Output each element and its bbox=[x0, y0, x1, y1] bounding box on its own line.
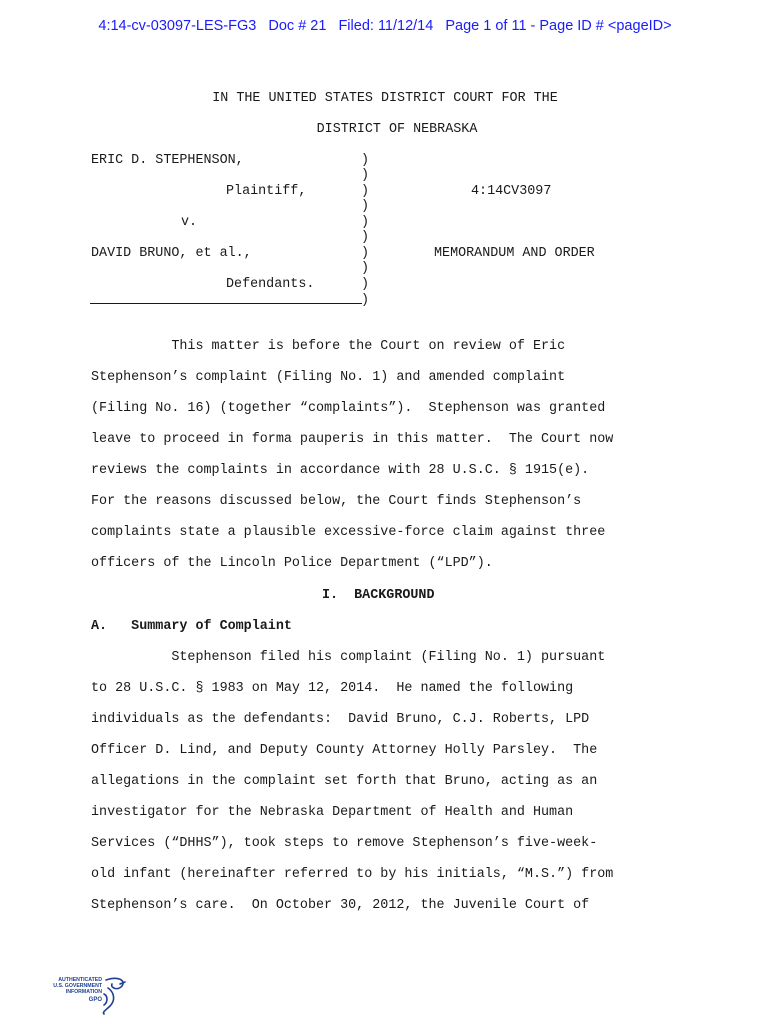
filed-date: Filed: 11/12/14 bbox=[338, 18, 434, 34]
text-line: Stephenson’s complaint (Filing No. 1) and amended complaint bbox=[91, 370, 566, 385]
text-line: individuals as the defendants: David Bruno, C.J. Roberts, LPD bbox=[91, 712, 590, 727]
paren: ) bbox=[361, 153, 370, 168]
text-line: This matter is before the Court on review of Eric bbox=[91, 339, 566, 354]
summary-paragraph bbox=[91, 650, 691, 929]
paren: ) bbox=[361, 261, 370, 276]
filing-header bbox=[0, 18, 770, 34]
court-district: DISTRICT OF NEBRASKA bbox=[316, 122, 478, 137]
text-line: (Filing No. 16) (together “complaints”). Stephenson was granted bbox=[91, 401, 606, 416]
case-number: 4:14CV3097 bbox=[471, 184, 552, 199]
paren: ) bbox=[361, 215, 370, 230]
text-line: allegations in the complaint set forth that Bruno, acting as an bbox=[91, 774, 598, 789]
text-line: investigator for the Nebraska Department of Health and Human bbox=[91, 805, 574, 820]
plaintiff-role: Plaintiff, bbox=[226, 184, 307, 199]
paren: ) bbox=[361, 293, 370, 308]
seal-text: AUTHENTICATED bbox=[58, 977, 102, 983]
paren: ) bbox=[361, 277, 370, 292]
text-line: Services (“DHHS”), took steps to remove Stephenson’s five-week- bbox=[91, 836, 598, 851]
text-line: leave to proceed in forma pauperis in this matter. The Court now bbox=[91, 432, 614, 447]
seal-gpo: GPO bbox=[88, 997, 102, 1003]
text-line: Stephenson filed his complaint (Filing No. 1) pursuant bbox=[91, 650, 606, 665]
section-heading: I. BACKGROUND bbox=[322, 588, 435, 603]
defendant-name: DAVID BRUNO, et al., bbox=[91, 246, 252, 261]
text-line: Stephenson’s care. On October 30, 2012, the Juvenile Court of bbox=[91, 898, 590, 913]
seal-text: U.S. GOVERNMENT bbox=[53, 983, 102, 989]
subsection-heading: A. Summary of Complaint bbox=[91, 619, 292, 634]
caption-rule bbox=[90, 303, 362, 304]
text-line: officers of the Lincoln Police Department (“LPD”). bbox=[91, 556, 493, 571]
text-line: Officer D. Lind, and Deputy County Attorney Holly Parsley. The bbox=[91, 743, 598, 758]
paren: ) bbox=[361, 246, 370, 261]
plaintiff-name: ERIC D. STEPHENSON, bbox=[91, 153, 244, 168]
eagle-icon bbox=[103, 978, 125, 1014]
intro-paragraph bbox=[91, 339, 691, 587]
paren: ) bbox=[361, 184, 370, 199]
defendant-role: Defendants. bbox=[226, 277, 315, 292]
text-line: old infant (hereinafter referred to by his initials, “M.S.”) from bbox=[91, 867, 614, 882]
text-line: reviews the complaints in accordance with 28 U.S.C. § 1915(e). bbox=[91, 463, 590, 478]
text-line: For the reasons discussed below, the Court finds Stephenson’s bbox=[91, 494, 582, 509]
court-title: IN THE UNITED STATES DISTRICT COURT FOR THE bbox=[212, 91, 558, 106]
gpo-seal bbox=[44, 974, 128, 1016]
paren: ) bbox=[361, 168, 370, 183]
page-info: Page 1 of 11 - Page ID # <pageID> bbox=[445, 18, 672, 34]
doc-number: Doc # 21 bbox=[268, 18, 327, 34]
text-line: to 28 U.S.C. § 1983 on May 12, 2014. He named the following bbox=[91, 681, 574, 696]
paren: ) bbox=[361, 199, 370, 214]
seal-text: INFORMATION bbox=[65, 989, 102, 995]
text-line: complaints state a plausible excessive-force claim against three bbox=[91, 525, 606, 540]
document-title: MEMORANDUM AND ORDER bbox=[434, 246, 595, 261]
case-id: 4:14-cv-03097-LES-FG3 bbox=[98, 18, 257, 34]
versus: v. bbox=[181, 215, 198, 230]
paren: ) bbox=[361, 230, 370, 245]
